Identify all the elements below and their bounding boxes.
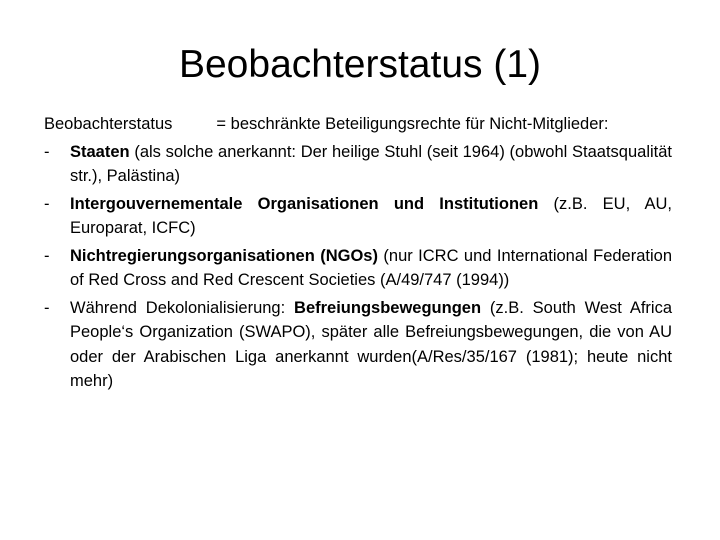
item-bold: Nichtregierungsorganisationen (NGOs) — [70, 246, 378, 265]
bullet-marker: - — [44, 246, 50, 265]
list-item-states — [44, 140, 672, 189]
slide-body — [44, 112, 672, 397]
intro-term: Beobachterstatus — [44, 115, 173, 133]
bullet-marker: - — [44, 194, 50, 213]
bullet-marker: - — [44, 298, 50, 317]
intro-definition: = beschränkte Beteiligungsrechte für Nicht-Mitglieder: — [216, 115, 609, 133]
item-text: (z.B. South West Africa People‘s Organization (SWAPO), später alle Befreiungsbewegungen, die von AU oder der Arabischen Liga anerkannt wurden(A/Res/35/167 (1981); heute nicht mehr) — [70, 298, 672, 390]
intro-paragraph — [44, 112, 672, 137]
item-text: (als solche anerkannt: Der heilige Stuhl (seit 1964) (obwohl Staatsqualität str.), Palästina) — [70, 142, 672, 185]
list-item-liberation-movements — [44, 296, 672, 394]
item-bold: Intergouvernementale Organisationen und Institutionen — [70, 194, 539, 213]
item-bold: Befreiungsbewegungen — [294, 298, 482, 317]
slide-title: Beobachterstatus (1) — [178, 43, 542, 86]
list-item-ngos — [44, 244, 672, 293]
item-bold: Staaten — [70, 142, 130, 161]
observer-list — [44, 140, 672, 394]
item-text: (nur ICRC und International Federation of Red Cross and Red Crescent Societies (A/49/747 (1994)) — [70, 246, 672, 289]
bullet-marker: - — [44, 142, 50, 161]
item-text: (z.B. EU, AU, Europarat, ICFC) — [70, 194, 672, 237]
list-item-igos — [44, 192, 672, 241]
item-prefix: Während Dekolonialisierung: — [70, 298, 295, 317]
